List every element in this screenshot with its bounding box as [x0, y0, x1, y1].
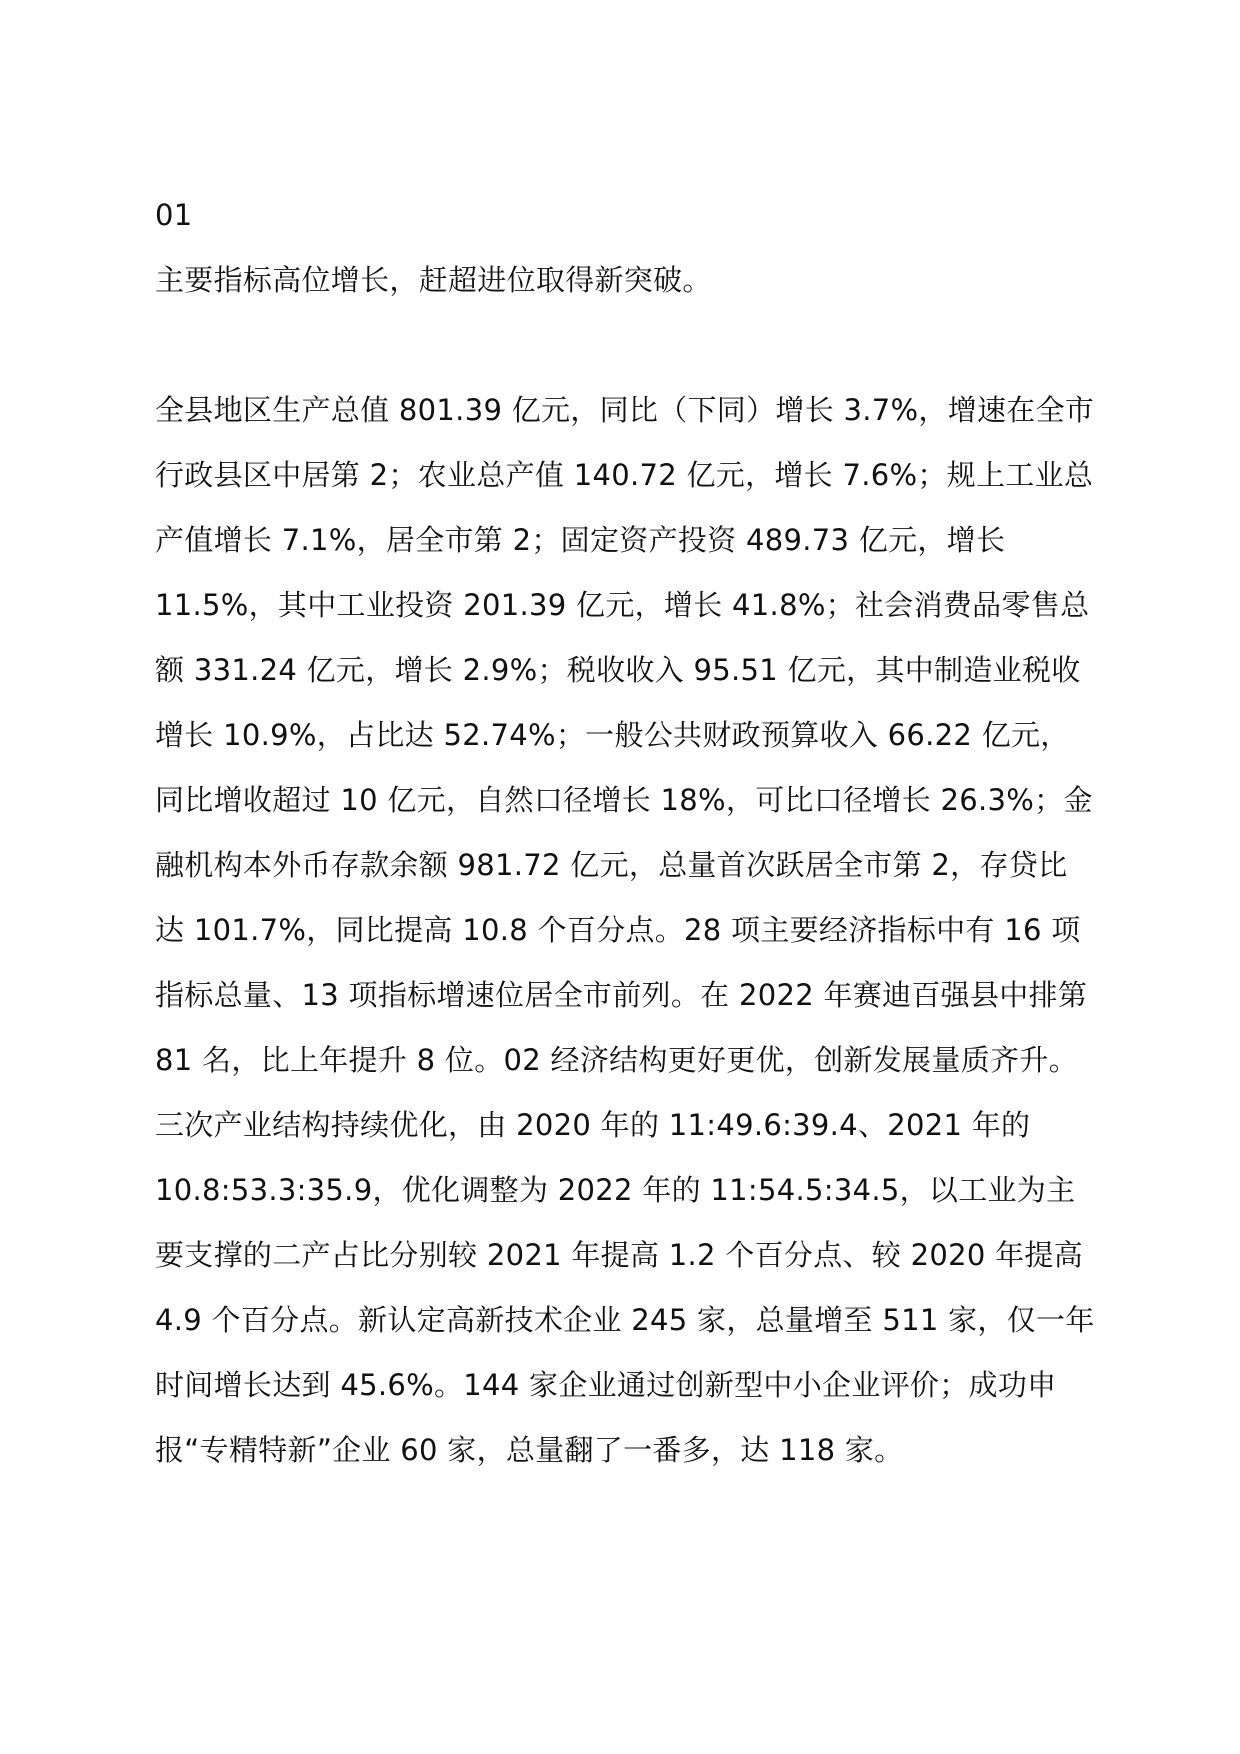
section-heading: 主要指标高位增长，赶超进位取得新突破。 [155, 263, 712, 297]
blank-line [155, 313, 1095, 378]
section-number: 01 [155, 198, 193, 232]
paragraph-industrial-structure: 三次产业结构持续优化，由 2020 年的 11:49.6:39.4、2021 年的 10.8:53.3:35.9，优化调整为 2022 年的 11:54.5:34.5，以工业为主要支撑的二产占比分别较 2021 年提高 1.2 个百分点、较 2020 年提高 4.9 个百分点。新认定高新技术企业 245 家，总量增至 511 家，仅一年时间增长达到 45.6%。144 家企业通过创新型中小企业评价；成功申报“专精特新”企业 60 家，总量翻了一番多，达 118 家。 [155, 1108, 1095, 1467]
paragraph-economic-indicators: 全县地区生产总值 801.39 亿元，同比（下同）增长 3.7%，增速在全市行政县区中居第 2；农业总产值 140.72 亿元，增长 7.6%；规上工业总产值增长 7.1%，居全市第 2；固定资产投资 489.73 亿元，增长 11.5%，其中工业投资 201.39 亿元，增长 41.8%；社会消费品零售总额 331.24 亿元，增长 2.9%；税收收入 95.51 亿元，其中制造业税收增长 10.9%，占比达 52.74%；一般公共财政预算收入 66.22 亿元，同比增收超过 10 亿元，自然口径增长 18%，可比口径增长 26.3%；金融机构本外币存款余额 981.72 亿元，总量首次跃居全市第 2，存贷比达 101.7%，同比提高 10.8 个百分点。28 项主要经济指标中有 16 项指标总量、13 项指标增速位居全市前列。在 2022 年赛迪百强县中排第 81 名，比上年提升 8 位。02 经济结构更好更优，创新发展量质齐升。 [155, 393, 1095, 1077]
document-body [155, 183, 1095, 1483]
